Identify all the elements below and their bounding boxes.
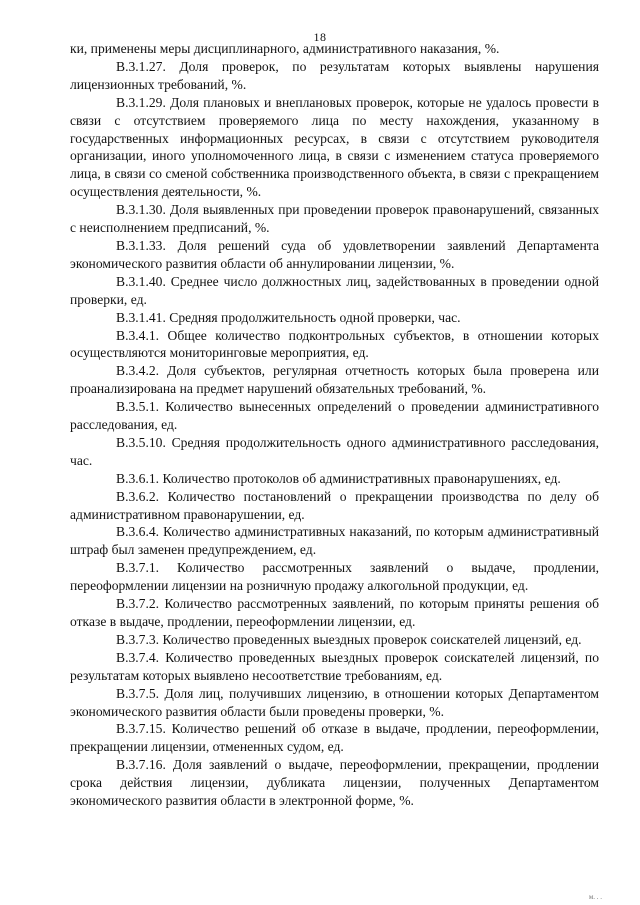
paragraph: В.3.1.29. Доля плановых и внеплановых проверок, которые не удалось провести в связи с отсутствием проверяемого лица по месту нахождения, указанному в государственных информационных ресурсах, в связи с отсутствием руководителя организации, иного уполномоченного лица, в связи с изменением статуса проверяемого лица, в связи со сменой собственника производственного объекта, в связи с прекращением осуществления деятельности, %. xyxy=(70,94,599,200)
paragraph: В.3.5.10. Средняя продолжительность одного административного расследования, час. xyxy=(70,434,599,468)
paragraph: В.3.7.16. Доля заявлений о выдаче, переоформлении, прекращении, продлении срока действия лицензии, дубликата лицензии, полученных Департаментом экономического развития области в электронной форме, %. xyxy=(70,757,599,809)
paragraph: В.3.1.41. Средняя продолжительность одной проверки, час. xyxy=(116,309,461,325)
paragraph: В.3.6.1. Количество протоколов об административных правонарушениях, ед. xyxy=(116,470,561,486)
paragraph: В.3.1.30. Доля выявленных при проведении проверок правонарушений, связанных с неисполнением предписаний, %. xyxy=(70,202,599,236)
paragraph: В.3.7.1. Количество рассмотренных заявлений о выдаче, продлении, переоформлении лицензии на розничную продажу алкогольной продукции, ед. xyxy=(70,560,599,594)
paragraph: В.3.7.2. Количество рассмотренных заявлений, по которым приняты решения об отказе в выдаче, продлении, переоформлении лицензии, ед. xyxy=(70,596,599,629)
paragraph: В.3.4.1. Общее количество подконтрольных субъектов, в отношении которых осуществляются мониторинговые мероприятия, ед. xyxy=(70,327,599,361)
paragraph: В.3.6.4. Количество административных наказаний, по которым административный штраф был заменен предупреждением, ед. xyxy=(70,524,599,558)
paragraph: ки, применены меры дисциплинарного, административного наказания, %. xyxy=(70,41,500,56)
paragraph: В.3.7.3. Количество проведенных выездных проверок соискателей лицензий, ед. xyxy=(116,631,582,647)
corner-mark: м. . . xyxy=(588,893,602,901)
paragraph: В.3.6.2. Количество постановлений о прекращении производства по делу об административном правонарушении, ед. xyxy=(70,488,599,522)
document-body xyxy=(70,40,599,810)
page-number: 18 xyxy=(313,30,327,44)
paragraph: В.3.5.1. Количество вынесенных определений о проведении административного расследования, ед. xyxy=(70,399,599,433)
paragraph: В.3.7.5. Доля лиц, получивших лицензию, в отношении которых Департаментом экономического развития области были проведены проверки, %. xyxy=(70,685,599,719)
paragraph: В.3.1.40. Среднее число должностных лиц, задействованных в проведении одной проверки, ед. xyxy=(70,273,599,307)
paragraph: В.3.7.15. Количество решений об отказе в выдаче, продлении, переоформлении, прекращении лицензии, отмененных судом, ед. xyxy=(70,721,599,755)
paragraph: В.3.4.2. Доля субъектов, регулярная отчетность которых была проверена или проанализирована на предмет нарушений обязательных требований, %. xyxy=(70,363,599,397)
paragraph: В.3.1.33. Доля решений суда об удовлетворении заявлений Департамента экономического развития области об аннулировании лицензии, %. xyxy=(70,237,599,271)
paragraph: В.3.1.27. Доля проверок, по результатам которых выявлены нарушения лицензионных требований, %. xyxy=(70,58,599,92)
paragraph: В.3.7.4. Количество проведенных выездных проверок соискателей лицензий, по результатам которых выявлено несоответствие требованиям, ед. xyxy=(70,649,599,683)
